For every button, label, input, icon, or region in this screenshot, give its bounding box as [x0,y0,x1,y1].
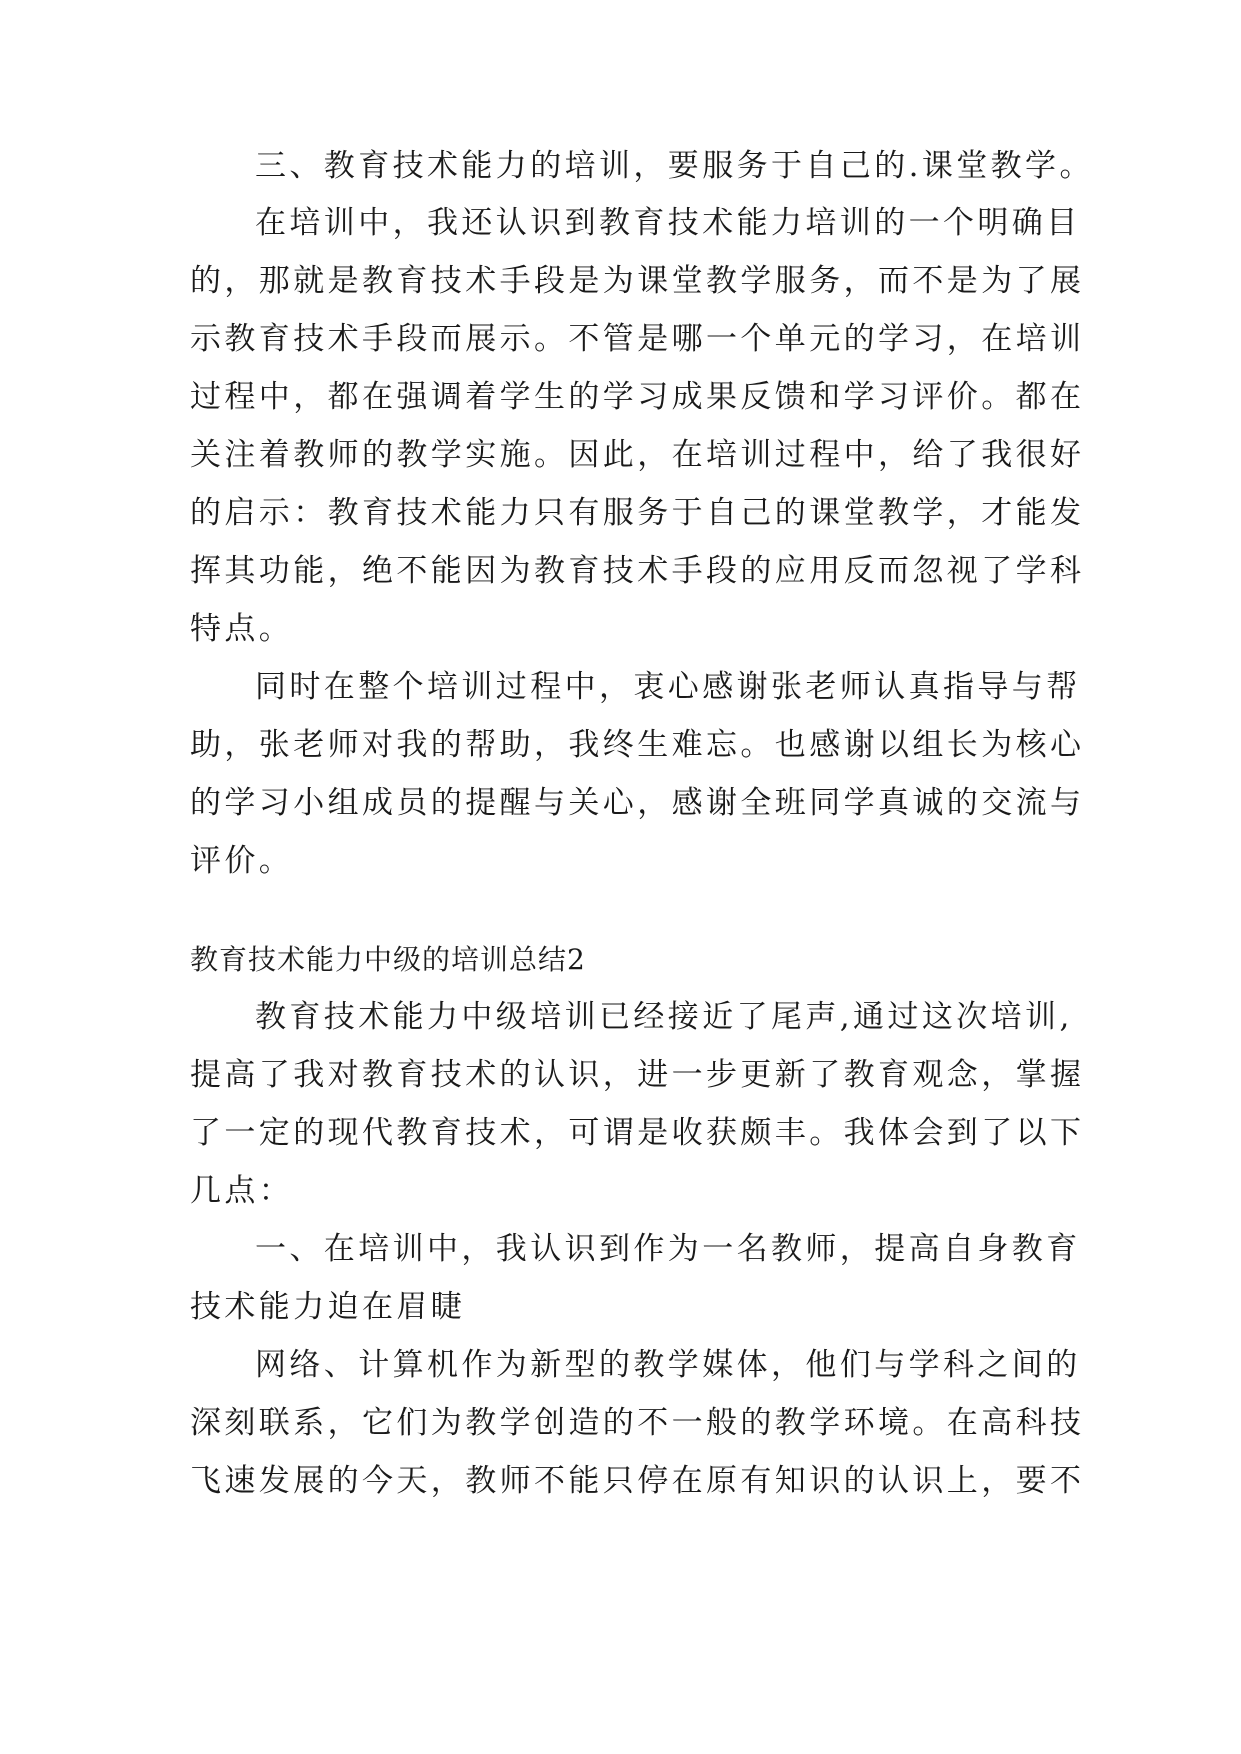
paragraph-line: 助，张老师对我的帮助，我终生难忘。也感谢以组长为核心 [190,727,1085,763]
paragraph-line: 评价。 [190,843,294,879]
paragraph-line: 示教育技术手段而展示。不管是哪一个单元的学习，在培训 [190,321,1085,357]
paragraph-line: 网络、计算机作为新型的教学媒体，他们与学科之间的 [255,1347,1081,1383]
paragraph-line: 在培训中，我还认识到教育技术能力培训的一个明确目 [255,205,1081,241]
section-three-heading: 三、教育技术能力的培训，要服务于自己的.课堂教学。 [255,148,1094,184]
paragraph-line: 几点： [190,1173,294,1209]
paragraph-line: 特点。 [190,611,294,647]
paragraph-line: 的，那就是教育技术手段是为课堂教学服务，而不是为了展 [190,263,1085,299]
paragraph-line: 过程中，都在强调着学生的学习成果反馈和学习评价。都在 [190,379,1085,415]
paragraph-line: 挥其功能，绝不能因为教育技术手段的应用反而忽视了学科 [190,553,1085,589]
paragraph-line: 飞速发展的今天，教师不能只停在原有知识的认识上，要不 [190,1463,1085,1499]
paragraph-line: 关注着教师的教学实施。因此，在培训过程中，给了我很好 [190,437,1085,473]
paragraph-line: 教育技术能力中级培训已经接近了尾声,通过这次培训, [255,999,1073,1035]
section-one-heading: 一、在培训中，我认识到作为一名教师，提高自身教育 [255,1231,1081,1267]
paragraph-line: 的启示：教育技术能力只有服务于自己的课堂教学，才能发 [190,495,1085,531]
paragraph-line: 提高了我对教育技术的认识，进一步更新了教育观念，掌握 [190,1057,1085,1093]
paragraph-line: 同时在整个培训过程中，衷心感谢张老师认真指导与帮 [255,669,1081,705]
paragraph-line: 的学习小组成员的提醒与关心，感谢全班同学真诚的交流与 [190,785,1085,821]
section-title: 教育技术能力中级的培训总结2 [190,943,586,976]
paragraph-line: 了一定的现代教育技术，可谓是收获颇丰。我体会到了以下 [190,1115,1085,1151]
section-one-heading-cont: 技术能力迫在眉睫 [190,1289,466,1325]
paragraph-line: 深刻联系，它们为教学创造的不一般的教学环境。在高科技 [190,1405,1085,1441]
